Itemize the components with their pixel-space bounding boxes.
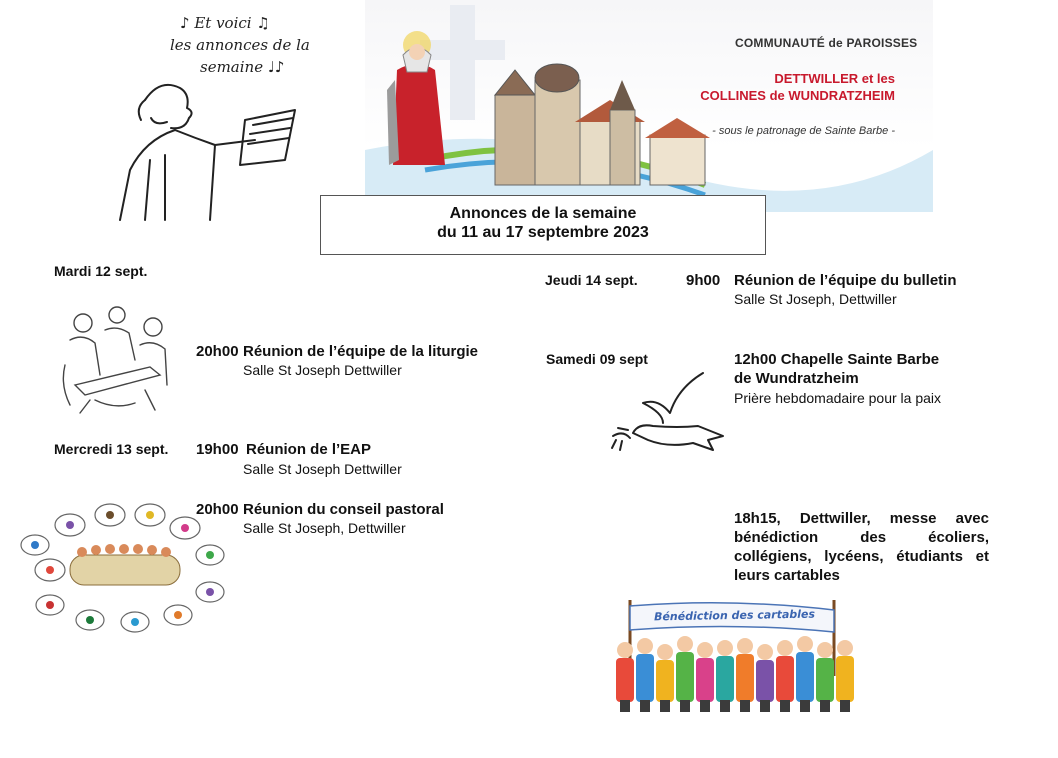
pastoral-council-illustration [10,500,230,635]
speech-bubble [170,12,310,78]
speech-line-3: semaine ♩♪ [200,58,285,76]
mercredi-place-2: Salle St Joseph, Dettwiller [243,520,406,536]
title-line-1: Annonces de la semaine [449,205,637,222]
messe-line-4: leurs cartables [734,567,840,584]
mercredi-time-2: 20h00 [196,501,239,518]
mardi-time: 20h00 [196,343,239,360]
dove-illustration [608,368,733,458]
mercredi-time-1: 19h00 [196,441,239,458]
jeudi-event: Réunion de l’équipe du bulletin [734,272,957,289]
day-jeudi: Jeudi 14 sept. [545,272,638,288]
mercredi-event-2: Réunion du conseil pastoral [243,501,444,518]
messe-line-2: bénédiction des écoliers, [734,529,989,546]
org-line-2a: DETTWILLER et les [774,71,895,86]
mercredi-place-1: Salle St Joseph Dettwiller [243,461,402,477]
org-line-2 [695,70,895,104]
mardi-place: Salle St Joseph Dettwiller [243,362,402,378]
children-banner-text: Bénédiction des cartables [653,607,816,624]
messe-line-3: collégiens, lycéens, étudiants et [734,548,989,565]
children-banner-illustration [612,596,860,716]
day-samedi: Samedi 09 sept [546,351,648,367]
parish-banner [365,0,933,212]
jeudi-place: Salle St Joseph, Dettwiller [734,291,897,307]
samedi-place: Prière hebdomadaire pour la paix [734,390,942,406]
org-line-2b: COLLINES de WUNDRATZHEIM [700,88,895,103]
speech-line-2: les annonces de la [170,36,310,54]
org-line-1: COMMUNAUTÉ de PAROISSES [735,36,918,50]
day-mardi: Mardi 12 sept. [54,263,148,279]
org-line-3: - sous le patronage de Sainte Barbe - [712,125,895,137]
mardi-event: Réunion de l’équipe de la liturgie [243,343,479,360]
messe-line-1: 18h15, Dettwiller, messe avec [734,510,989,527]
samedi-event-line-2: de Wundratzheim [734,370,859,387]
page-title [320,195,766,255]
meeting-sketch-illustration [55,305,175,415]
jeudi-time: 9h00 [686,272,721,289]
mercredi-event-1: Réunion de l’EAP [246,441,372,458]
title-line-2: du 11 au 17 septembre 2023 [437,224,649,241]
priest-illustration [105,60,305,225]
messe-block [734,509,989,585]
day-mercredi: Mercredi 13 sept. [54,441,169,457]
speech-line-1: ♪ Et voici ♫ [180,14,270,32]
samedi-event-line-1: 12h00 Chapelle Sainte Barbe [734,351,940,368]
church-village-illustration [365,0,933,212]
